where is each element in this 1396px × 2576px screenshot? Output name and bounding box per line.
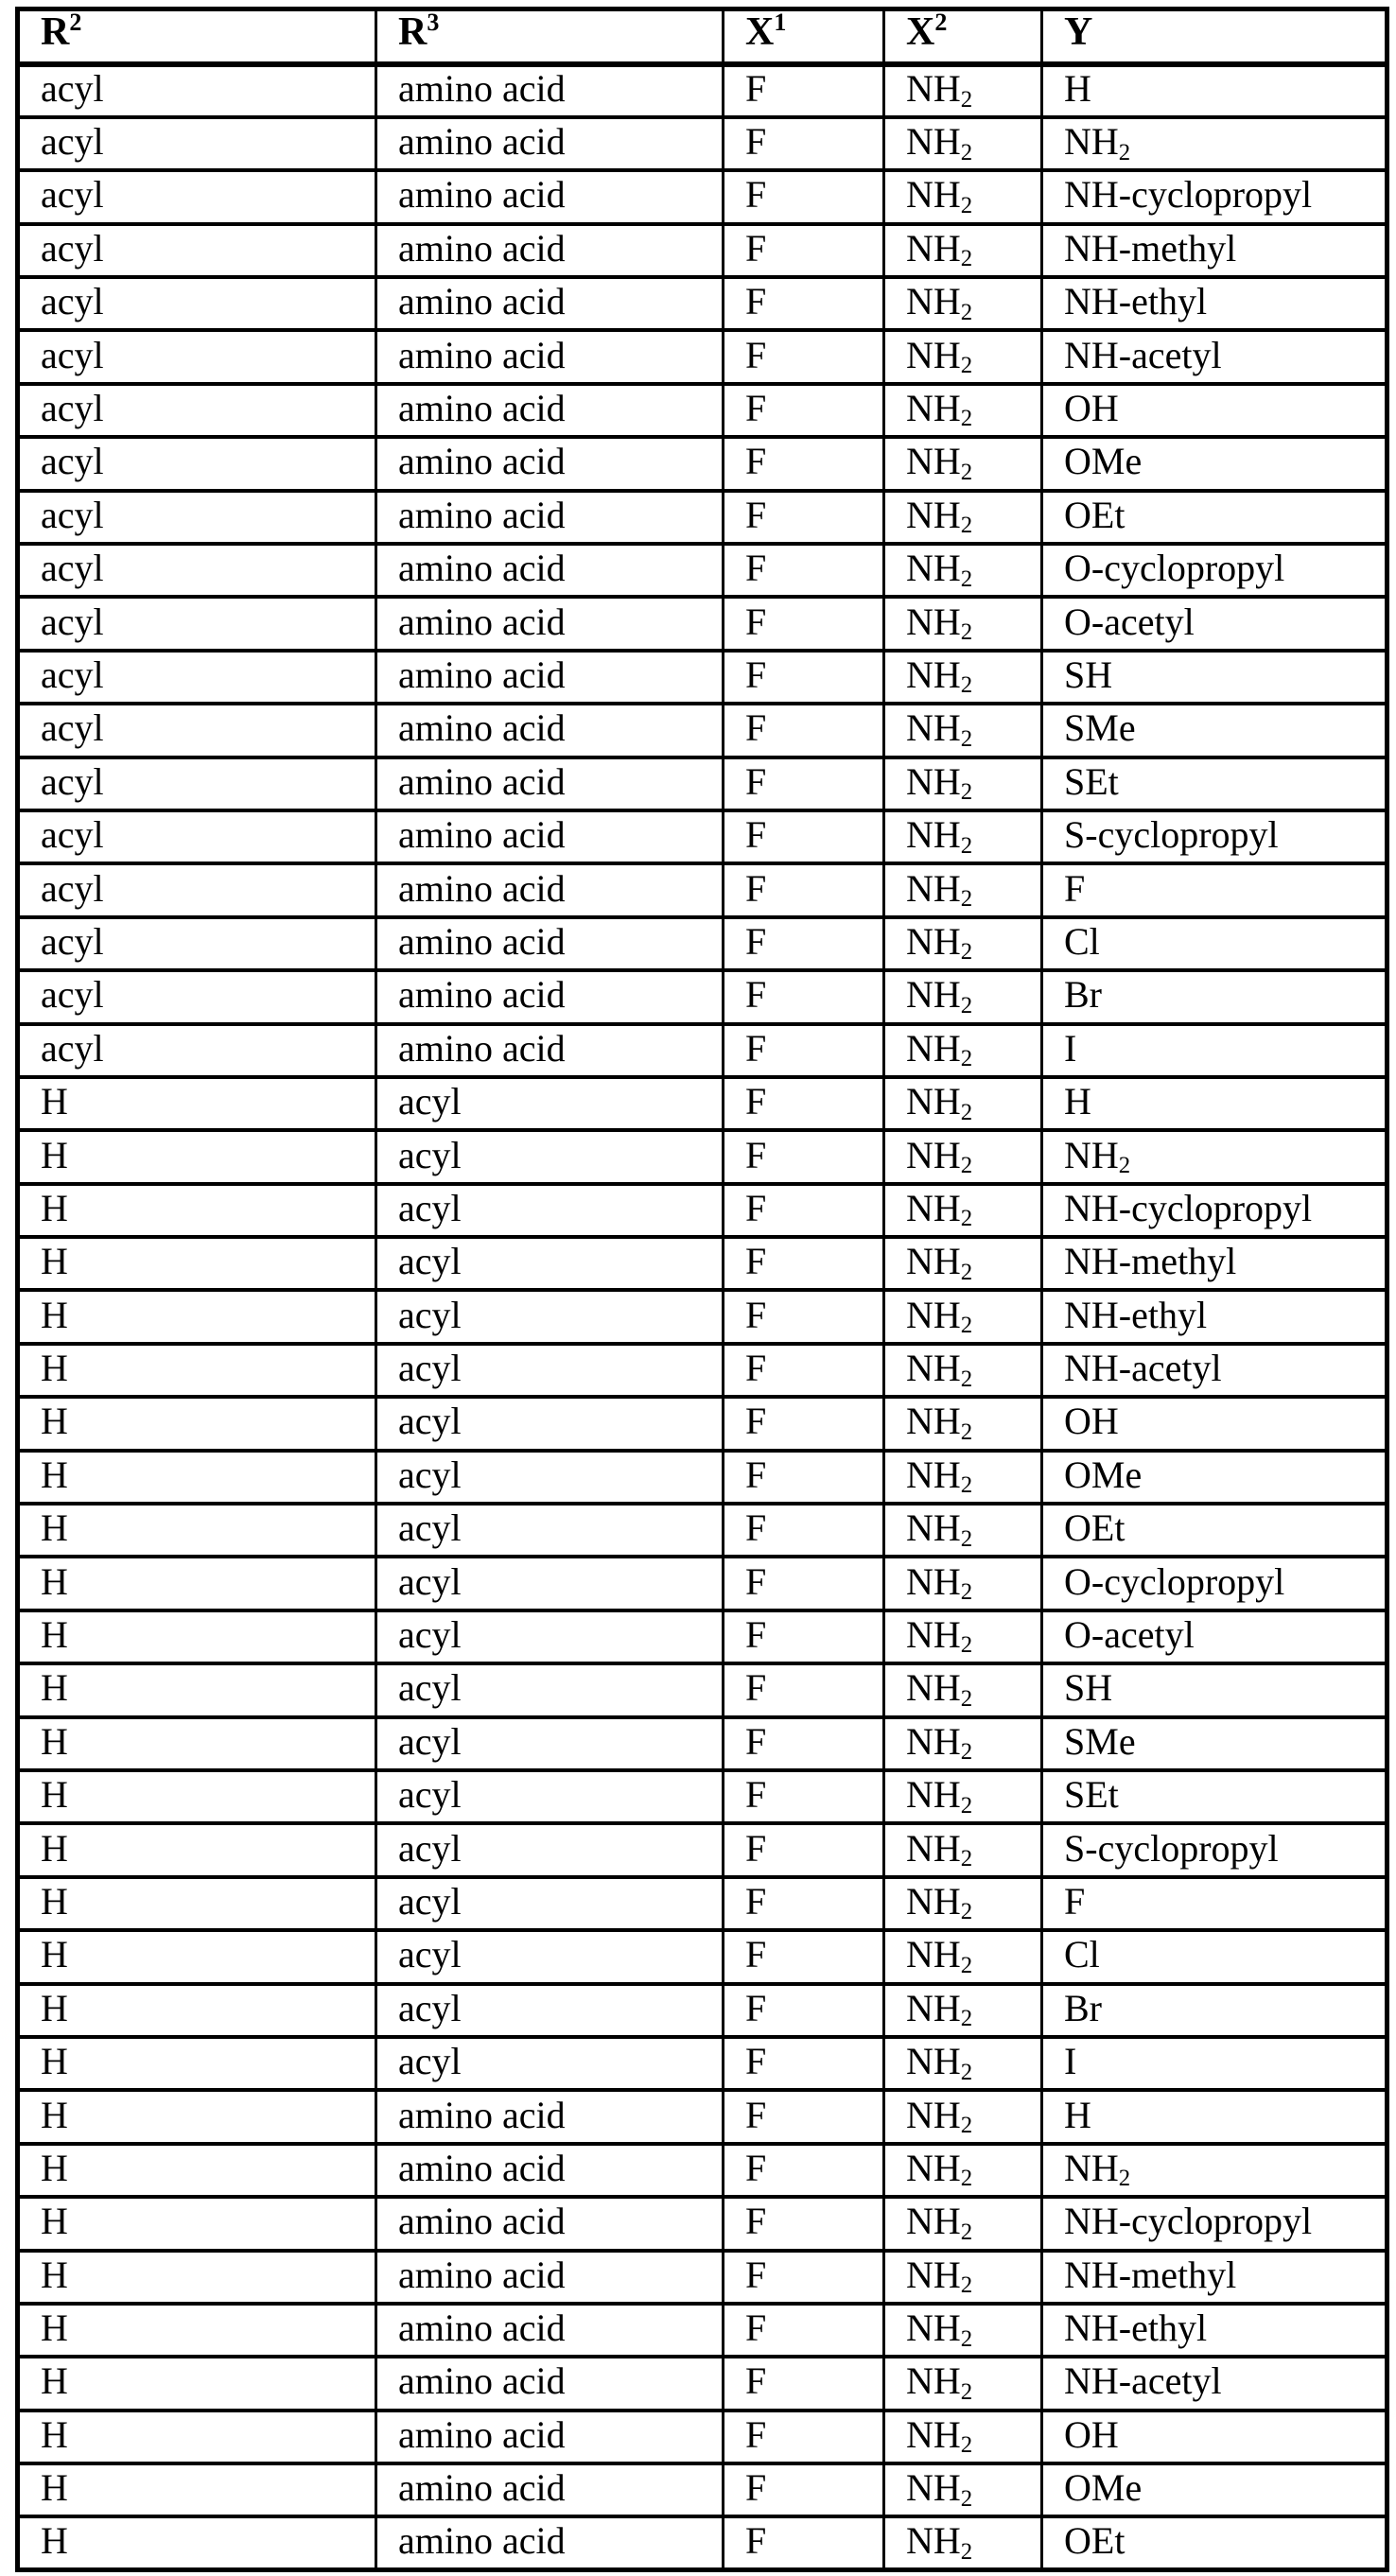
- table-cell: F: [724, 384, 884, 437]
- table-row: [18, 2357, 1387, 2410]
- table-row: [18, 1397, 1387, 1450]
- table-cell: F: [724, 1024, 884, 1077]
- table-cell: $NH_2$: [884, 384, 1042, 437]
- table-cell: F: [724, 437, 884, 490]
- table-row: [18, 384, 1387, 437]
- table-row: [18, 2463, 1387, 2516]
- table-cell: F: [724, 1344, 884, 1397]
- table-row: [18, 2037, 1387, 2090]
- table-cell: acyl: [376, 1184, 724, 1237]
- table-row: [18, 810, 1387, 863]
- table-row: [18, 1024, 1387, 1077]
- table-cell: H: [1042, 2090, 1387, 2143]
- table-cell: $NH_2$: [884, 1451, 1042, 1504]
- table-cell: acyl: [376, 1344, 724, 1397]
- table-cell: acyl: [376, 1770, 724, 1823]
- table-cell: H: [18, 2304, 376, 2357]
- table-row: [18, 491, 1387, 544]
- table-cell: amino acid: [376, 2304, 724, 2357]
- table-cell: acyl: [376, 1130, 724, 1183]
- table-cell: amino acid: [376, 437, 724, 490]
- table-cell: F: [724, 1770, 884, 1823]
- compound-substituent-table: [15, 7, 1389, 2572]
- table-cell: F: [724, 1663, 884, 1716]
- table-cell: F: [724, 1184, 884, 1237]
- table-row: [18, 1984, 1387, 2037]
- table-cell: SH: [1042, 1663, 1387, 1716]
- table-header-row: [18, 9, 1387, 64]
- table-cell: $NH_2$: [884, 757, 1042, 810]
- column-header: $X^2$: [884, 9, 1042, 64]
- table-cell: F: [724, 1237, 884, 1290]
- table-cell: F: [724, 2516, 884, 2569]
- table-cell: F: [724, 704, 884, 757]
- table-cell: F: [724, 544, 884, 597]
- table-cell: $NH_2$: [884, 2037, 1042, 2090]
- table-cell: F: [724, 2251, 884, 2304]
- table-row: [18, 1930, 1387, 1983]
- table-cell: OEt: [1042, 491, 1387, 544]
- table-cell: amino acid: [376, 2144, 724, 2197]
- table-row: [18, 224, 1387, 277]
- table-row: [18, 651, 1387, 704]
- table-row: [18, 1663, 1387, 1716]
- table-cell: H: [18, 1397, 376, 1450]
- column-header: $R^3$: [376, 9, 724, 64]
- table-cell: $NH_2$: [884, 863, 1042, 916]
- table-cell: F: [724, 2463, 884, 2516]
- table-cell: O-acetyl: [1042, 1610, 1387, 1663]
- table-cell: $NH_2$: [884, 1877, 1042, 1930]
- table-cell: F: [724, 1130, 884, 1183]
- table-row: [18, 2144, 1387, 2197]
- table-row: [18, 1077, 1387, 1130]
- table-cell: acyl: [18, 1024, 376, 1077]
- document-page: [0, 7, 1396, 2576]
- table-body: [18, 64, 1387, 2570]
- table-cell: F: [724, 1397, 884, 1450]
- table-cell: Cl: [1042, 917, 1387, 970]
- table-cell: OEt: [1042, 2516, 1387, 2569]
- table-cell: F: [724, 2144, 884, 2197]
- table-cell: F: [724, 170, 884, 223]
- table-cell: amino acid: [376, 704, 724, 757]
- table-cell: NH-methyl: [1042, 1237, 1387, 1290]
- table-cell: NH-acetyl: [1042, 330, 1387, 383]
- table-cell: NH-ethyl: [1042, 277, 1387, 330]
- table-cell: F: [724, 117, 884, 170]
- table-cell: I: [1042, 2037, 1387, 2090]
- table-cell: H: [18, 2251, 376, 2304]
- table-cell: amino acid: [376, 544, 724, 597]
- table-row: [18, 170, 1387, 223]
- table-row: [18, 863, 1387, 916]
- column-header: $X^1$: [724, 9, 884, 64]
- table-head: [18, 9, 1387, 64]
- table-cell: H: [18, 1930, 376, 1983]
- table-row: [18, 917, 1387, 970]
- table-row: [18, 1823, 1387, 1876]
- table-cell: F: [724, 1451, 884, 1504]
- table-cell: amino acid: [376, 651, 724, 704]
- table-cell: $NH_2$: [884, 2411, 1042, 2463]
- table-cell: $NH_2$: [884, 64, 1042, 117]
- table-cell: $NH_2$: [884, 1504, 1042, 1557]
- table-cell: O-acetyl: [1042, 597, 1387, 650]
- table-cell: $NH_2$: [884, 2516, 1042, 2569]
- table-cell: amino acid: [376, 757, 724, 810]
- table-cell: $NH_2$: [884, 437, 1042, 490]
- table-cell: $NH_2$: [884, 2251, 1042, 2304]
- table-row: [18, 970, 1387, 1023]
- table-cell: F: [724, 651, 884, 704]
- table-cell: H: [18, 2090, 376, 2143]
- table-cell: SEt: [1042, 757, 1387, 810]
- table-row: [18, 2197, 1387, 2250]
- table-cell: amino acid: [376, 384, 724, 437]
- table-cell: acyl: [376, 1504, 724, 1557]
- table-cell: acyl: [18, 651, 376, 704]
- table-cell: F: [724, 863, 884, 916]
- table-cell: amino acid: [376, 117, 724, 170]
- table-cell: O-cyclopropyl: [1042, 544, 1387, 597]
- table-cell: $NH_2$: [884, 2197, 1042, 2250]
- table-cell: acyl: [376, 1930, 724, 1983]
- column-header: Y: [1042, 9, 1387, 64]
- table-cell: H: [18, 1663, 376, 1716]
- table-cell: acyl: [18, 704, 376, 757]
- table-cell: H: [18, 1130, 376, 1183]
- table-row: [18, 277, 1387, 330]
- table-cell: amino acid: [376, 170, 724, 223]
- table-row: [18, 2090, 1387, 2143]
- table-cell: F: [724, 1717, 884, 1770]
- table-cell: OH: [1042, 1397, 1387, 1450]
- table-cell: $NH_2$: [884, 970, 1042, 1023]
- table-cell: $NH_2$: [884, 1770, 1042, 1823]
- table-cell: $NH_2$: [884, 277, 1042, 330]
- table-cell: acyl: [18, 597, 376, 650]
- table-cell: NH-cyclopropyl: [1042, 170, 1387, 223]
- table-cell: H: [18, 1610, 376, 1663]
- table-cell: amino acid: [376, 1024, 724, 1077]
- table-row: [18, 597, 1387, 650]
- table-cell: acyl: [18, 917, 376, 970]
- table-cell: amino acid: [376, 224, 724, 277]
- table-cell: SMe: [1042, 1717, 1387, 1770]
- table-row: [18, 437, 1387, 490]
- table-cell: F: [724, 2090, 884, 2143]
- table-cell: amino acid: [376, 64, 724, 117]
- table-cell: NH-methyl: [1042, 224, 1387, 277]
- table-row: [18, 64, 1387, 117]
- table-cell: OMe: [1042, 2463, 1387, 2516]
- table-cell: H: [18, 1237, 376, 1290]
- table-cell: acyl: [376, 1717, 724, 1770]
- table-cell: H: [18, 1770, 376, 1823]
- table-cell: acyl: [376, 1984, 724, 2037]
- table-cell: F: [1042, 1877, 1387, 1930]
- table-cell: F: [724, 2197, 884, 2250]
- table-cell: acyl: [18, 757, 376, 810]
- table-cell: H: [18, 2197, 376, 2250]
- table-cell: $NH_2$: [884, 1290, 1042, 1343]
- table-cell: F: [724, 64, 884, 117]
- table-cell: amino acid: [376, 2251, 724, 2304]
- table-cell: F: [724, 1610, 884, 1663]
- table-cell: H: [1042, 1077, 1387, 1130]
- table-cell: I: [1042, 1024, 1387, 1077]
- table-cell: amino acid: [376, 2090, 724, 2143]
- table-row: [18, 1290, 1387, 1343]
- table-cell: F: [724, 757, 884, 810]
- table-cell: $NH_2$: [884, 810, 1042, 863]
- table-cell: H: [18, 2411, 376, 2463]
- table-cell: $NH_2$: [1042, 117, 1387, 170]
- table-cell: F: [724, 597, 884, 650]
- table-cell: $NH_2$: [884, 1024, 1042, 1077]
- table-row: [18, 757, 1387, 810]
- table-cell: acyl: [18, 170, 376, 223]
- table-cell: amino acid: [376, 2357, 724, 2410]
- table-cell: $NH_2$: [1042, 1130, 1387, 1183]
- table-row: [18, 1504, 1387, 1557]
- table-row: [18, 1237, 1387, 1290]
- table-cell: F: [724, 1077, 884, 1130]
- table-cell: $NH_2$: [884, 1184, 1042, 1237]
- table-cell: $NH_2$: [1042, 2144, 1387, 2197]
- table-cell: acyl: [376, 1557, 724, 1610]
- table-cell: $NH_2$: [884, 1130, 1042, 1183]
- table-cell: acyl: [376, 1610, 724, 1663]
- column-header: $R^2$: [18, 9, 376, 64]
- table-cell: F: [724, 1877, 884, 1930]
- table-cell: $NH_2$: [884, 2090, 1042, 2143]
- table-cell: F: [1042, 863, 1387, 916]
- table-cell: H: [18, 1557, 376, 1610]
- table-cell: $NH_2$: [884, 651, 1042, 704]
- table-cell: $NH_2$: [884, 1237, 1042, 1290]
- table-cell: amino acid: [376, 810, 724, 863]
- table-cell: H: [18, 2144, 376, 2197]
- table-cell: NH-ethyl: [1042, 1290, 1387, 1343]
- table-cell: amino acid: [376, 277, 724, 330]
- table-cell: acyl: [18, 810, 376, 863]
- table-cell: $NH_2$: [884, 2357, 1042, 2410]
- table-cell: $NH_2$: [884, 1077, 1042, 1130]
- table-cell: acyl: [18, 330, 376, 383]
- table-cell: acyl: [376, 1663, 724, 1716]
- table-cell: $NH_2$: [884, 704, 1042, 757]
- table-cell: SH: [1042, 651, 1387, 704]
- table-cell: F: [724, 1504, 884, 1557]
- table-cell: amino acid: [376, 2516, 724, 2569]
- table-cell: OH: [1042, 384, 1387, 437]
- table-cell: $NH_2$: [884, 1344, 1042, 1397]
- table-cell: $NH_2$: [884, 1557, 1042, 1610]
- table-cell: H: [18, 1717, 376, 1770]
- table-cell: OMe: [1042, 437, 1387, 490]
- table-cell: H: [18, 2516, 376, 2569]
- table-row: [18, 2251, 1387, 2304]
- table-cell: H: [18, 1344, 376, 1397]
- table-cell: F: [724, 1984, 884, 2037]
- table-cell: $NH_2$: [884, 2144, 1042, 2197]
- table-cell: F: [724, 2304, 884, 2357]
- table-cell: H: [18, 1984, 376, 2037]
- table-cell: NH-methyl: [1042, 2251, 1387, 2304]
- table-cell: $NH_2$: [884, 917, 1042, 970]
- table-cell: $NH_2$: [884, 1930, 1042, 1983]
- table-row: [18, 1451, 1387, 1504]
- table-cell: $NH_2$: [884, 2463, 1042, 2516]
- table-cell: amino acid: [376, 597, 724, 650]
- table-cell: NH-cyclopropyl: [1042, 2197, 1387, 2250]
- table-cell: SEt: [1042, 1770, 1387, 1823]
- table-cell: F: [724, 2037, 884, 2090]
- table-cell: $NH_2$: [884, 1984, 1042, 2037]
- table-cell: amino acid: [376, 2197, 724, 2250]
- table-cell: NH-cyclopropyl: [1042, 1184, 1387, 1237]
- table-cell: F: [724, 491, 884, 544]
- table-row: [18, 330, 1387, 383]
- table-cell: acyl: [376, 1823, 724, 1876]
- table-cell: $NH_2$: [884, 1397, 1042, 1450]
- table-row: [18, 1184, 1387, 1237]
- table-cell: F: [724, 1557, 884, 1610]
- table-cell: amino acid: [376, 330, 724, 383]
- table-cell: H: [18, 1823, 376, 1876]
- table-row: [18, 1770, 1387, 1823]
- table-cell: H: [18, 1290, 376, 1343]
- table-row: [18, 1877, 1387, 1930]
- table-cell: F: [724, 277, 884, 330]
- table-cell: O-cyclopropyl: [1042, 1557, 1387, 1610]
- table-cell: $NH_2$: [884, 544, 1042, 597]
- table-cell: $NH_2$: [884, 330, 1042, 383]
- table-row: [18, 2516, 1387, 2569]
- table-cell: S-cyclopropyl: [1042, 810, 1387, 863]
- table-row: [18, 117, 1387, 170]
- table-row: [18, 2411, 1387, 2463]
- table-cell: H: [18, 2037, 376, 2090]
- table-cell: amino acid: [376, 2463, 724, 2516]
- table-cell: H: [18, 2357, 376, 2410]
- table-cell: F: [724, 1930, 884, 1983]
- table-cell: F: [724, 1823, 884, 1876]
- table-cell: $NH_2$: [884, 1663, 1042, 1716]
- table-cell: F: [724, 330, 884, 383]
- table-cell: $NH_2$: [884, 1610, 1042, 1663]
- table-cell: NH-acetyl: [1042, 1344, 1387, 1397]
- table-cell: OEt: [1042, 1504, 1387, 1557]
- table-cell: acyl: [376, 1290, 724, 1343]
- table-row: [18, 2304, 1387, 2357]
- table-cell: acyl: [376, 1397, 724, 1450]
- table-cell: acyl: [376, 1451, 724, 1504]
- table-cell: $NH_2$: [884, 1823, 1042, 1876]
- table-cell: Br: [1042, 970, 1387, 1023]
- table-cell: amino acid: [376, 970, 724, 1023]
- table-cell: Br: [1042, 1984, 1387, 2037]
- table-cell: acyl: [18, 384, 376, 437]
- table-cell: acyl: [18, 437, 376, 490]
- table-cell: H: [18, 1877, 376, 1930]
- table-cell: F: [724, 810, 884, 863]
- table-cell: acyl: [18, 277, 376, 330]
- table-cell: Cl: [1042, 1930, 1387, 1983]
- table-cell: NH-ethyl: [1042, 2304, 1387, 2357]
- table-row: [18, 544, 1387, 597]
- table-cell: H: [18, 1184, 376, 1237]
- table-cell: H: [18, 1077, 376, 1130]
- table-cell: $NH_2$: [884, 1717, 1042, 1770]
- table-cell: acyl: [18, 863, 376, 916]
- table-cell: acyl: [18, 117, 376, 170]
- table-row: [18, 1717, 1387, 1770]
- table-cell: acyl: [18, 224, 376, 277]
- table-cell: OH: [1042, 2411, 1387, 2463]
- table-row: [18, 1610, 1387, 1663]
- table-cell: H: [18, 1451, 376, 1504]
- table-row: [18, 1130, 1387, 1183]
- table-cell: F: [724, 2357, 884, 2410]
- table-cell: amino acid: [376, 2411, 724, 2463]
- table-cell: H: [18, 1504, 376, 1557]
- table-cell: NH-acetyl: [1042, 2357, 1387, 2410]
- table-cell: acyl: [18, 544, 376, 597]
- table-cell: S-cyclopropyl: [1042, 1823, 1387, 1876]
- table-cell: $NH_2$: [884, 117, 1042, 170]
- table-cell: amino acid: [376, 491, 724, 544]
- table-cell: H: [18, 2463, 376, 2516]
- table-cell: amino acid: [376, 917, 724, 970]
- table-cell: acyl: [18, 64, 376, 117]
- table-cell: $NH_2$: [884, 224, 1042, 277]
- table-cell: F: [724, 1290, 884, 1343]
- table-cell: amino acid: [376, 863, 724, 916]
- table-cell: acyl: [376, 1237, 724, 1290]
- table-cell: acyl: [18, 970, 376, 1023]
- table-cell: H: [1042, 64, 1387, 117]
- table-cell: $NH_2$: [884, 491, 1042, 544]
- table-cell: $NH_2$: [884, 2304, 1042, 2357]
- table-cell: $NH_2$: [884, 597, 1042, 650]
- table-row: [18, 1557, 1387, 1610]
- table-cell: F: [724, 224, 884, 277]
- table-row: [18, 1344, 1387, 1397]
- table-cell: F: [724, 2411, 884, 2463]
- table-cell: acyl: [18, 491, 376, 544]
- table-cell: acyl: [376, 1877, 724, 1930]
- table-cell: acyl: [376, 2037, 724, 2090]
- table-cell: $NH_2$: [884, 170, 1042, 223]
- table-row: [18, 704, 1387, 757]
- table-cell: F: [724, 970, 884, 1023]
- table-cell: SMe: [1042, 704, 1387, 757]
- table-cell: acyl: [376, 1077, 724, 1130]
- table-cell: F: [724, 917, 884, 970]
- table-cell: OMe: [1042, 1451, 1387, 1504]
